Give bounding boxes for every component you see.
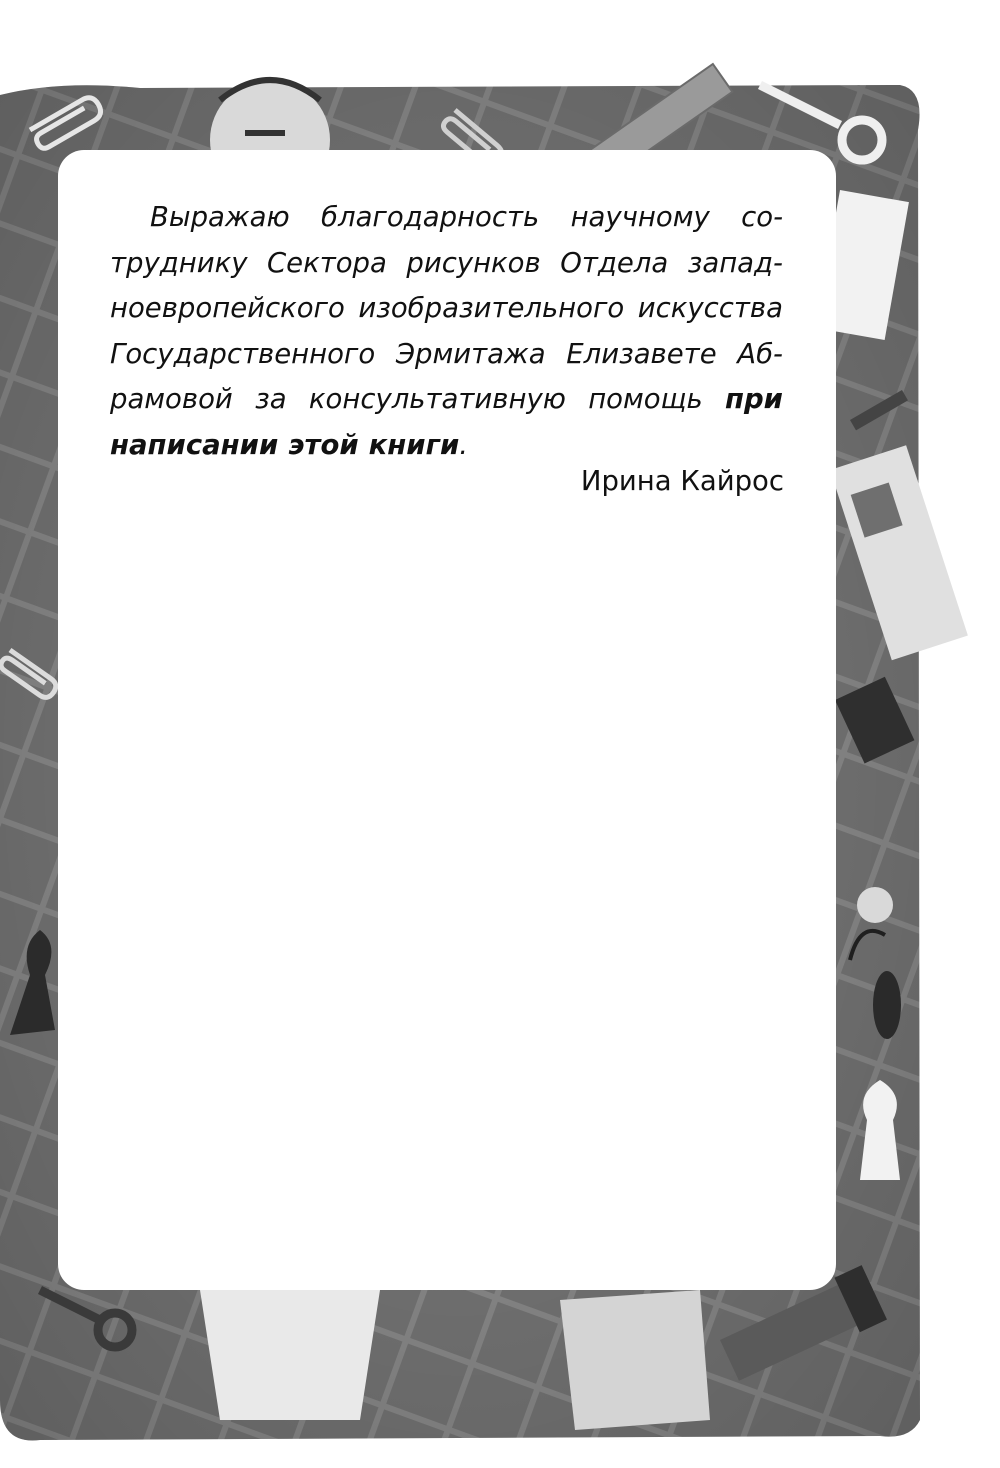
dedication-paragraph xyxy=(110,195,783,468)
map-icon xyxy=(560,1290,710,1430)
dedication-line: написании этой книги. xyxy=(110,428,468,461)
dedication-line: ноевропейского изобразительного искусства xyxy=(110,292,783,324)
envelope-icon xyxy=(200,1290,380,1420)
dedication-line: труднику Сектора рисунков Отдела запад- xyxy=(110,246,783,279)
dedication-line: Выражаю благодарность научному со- xyxy=(150,201,783,233)
chess-king-icon xyxy=(860,1080,900,1180)
dedication-line: Государственного Эрмитажа Елизавете Аб- xyxy=(110,337,783,370)
dedication-line: рамовой за консультативную помощь при xyxy=(110,383,783,415)
author-signature: Ирина Кайрос xyxy=(580,465,784,497)
